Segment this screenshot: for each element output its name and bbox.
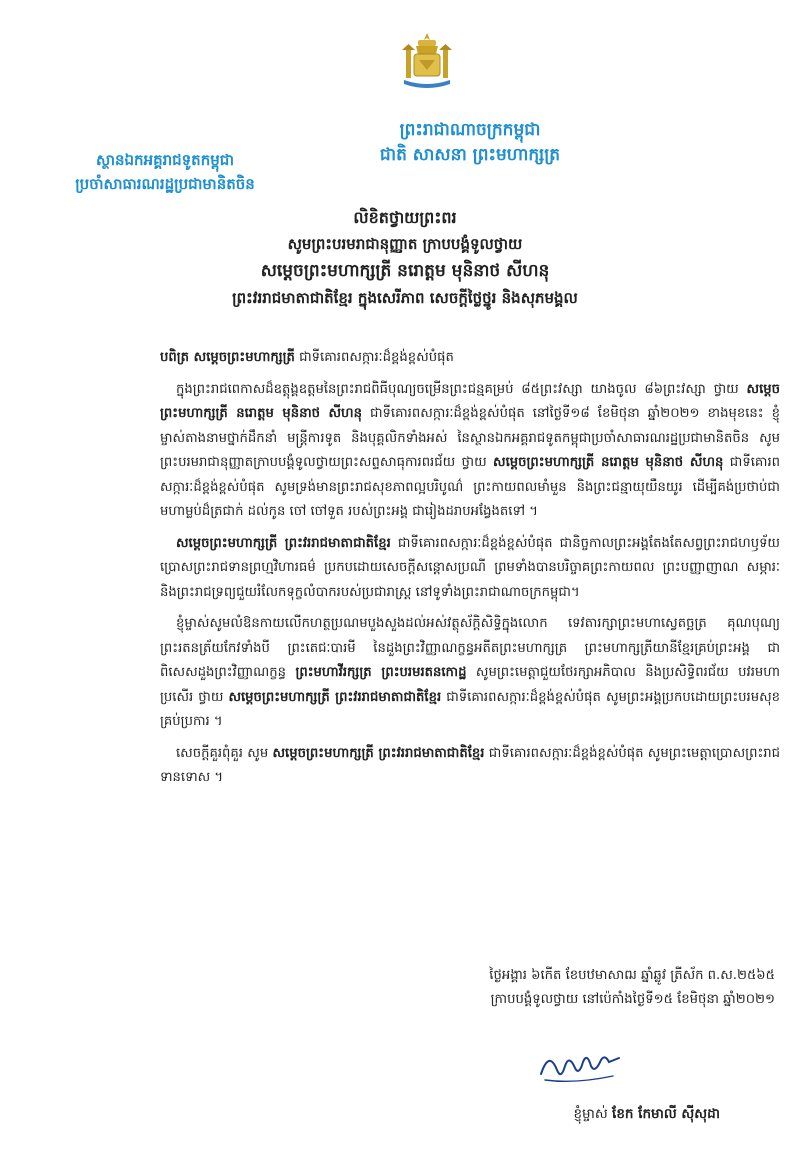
letter-title: លិខិតថ្វាយព្រះពរ (353, 208, 457, 227)
signer-name: ខែក កែមាលី ស៊ីសុដា (612, 1106, 720, 1122)
kingdom-name: ព្រះរាជាណាចក្រកម្ពុជា (399, 120, 541, 140)
salutation-rest: ជាទីគោរពសក្ការៈដ៏ខ្ពង់ខ្ពស់បំផុត (294, 350, 454, 365)
handwritten-signature (535, 1040, 625, 1086)
p3-bold-b: ព្រះមហាវីរក្សត្រ ព្រះបរមរតនកោដ្ឋ (295, 665, 467, 680)
national-motto: ជាតិ សាសនា ព្រះមហាក្សត្រ (379, 145, 561, 165)
letter-heading (60, 204, 750, 312)
heading-line-1: សូមព្រះបរមរាជានុញ្ញាត ក្រាបបង្គំទូលថ្វាយ (287, 235, 523, 253)
date-block (300, 964, 775, 1012)
lunar-date: ថ្ងៃអង្គារ ៦កើត ខែបឋមាសាឍ ឆ្នាំឆ្លូវ ត្រីស័ក ព.ស.២៥៦៥ (489, 968, 775, 983)
p3-text-c: សូមព្រះមេត្តាជួយថែរក្សាអភិបាល និងប្រសិទ្ធិពរជ័យ បវរមហាប្រសើរ ថ្វាយ (160, 665, 780, 705)
p3-bold-d: សម្ដេចព្រះមហាក្សត្រី ព្រះវររាជមាតាជាតិខ្មែរ (228, 689, 442, 705)
p4-bold-b: សម្ដេចព្រះមហាក្សត្រី ព្រះវររាជមាតាជាតិខ្មែរ (272, 745, 485, 761)
p3-text-a: ខ្ញុំម្ចាស់សូមលំឱនកាយលើកហត្ថប្រណមបួងសួងដល់អស់វត្ថុស័ក្ដិសិទ្ធិក្នុងលោក ទេវតារក្សាព្រះមហាស្វេតច្ឆត្រ គុណបុណ្យព្រះរតនត្រ័យកែវទាំងបី ព្រះតេជៈបារមី នៃដួងព្រះវិញ្ញាណក្ខន្ធអតីតព្រះមហាក្សត្រ ព្រះមហាក្សត្រីយានីខ្មែរគ្រប់ព្រះអង្គ ជាពិសេសដួងព្រះវិញ្ញាណក្ខន្ធ (160, 616, 780, 680)
p1-bold-d: សម្ដេចព្រះមហាក្សត្រី នរោត្ដម មុនិនាថ សីហនុ (493, 455, 724, 470)
heading-queen-name: សម្ដេចព្រះមហាក្សត្រី នរោត្ដម មុនិនាថ សីហនុ (260, 261, 550, 281)
p1-text-a: ក្នុងព្រះរាជពេកាសដ៏ឧត្ដុង្គឧត្ដមនៃព្រះរាជពិធីបុណ្យចម្រើនព្រះជន្មគម្រប់ ៨៥ព្រះវស្សា យាងចូល ៨៦ព្រះវស្សា ថ្វាយ (176, 381, 747, 397)
p4-text-c: ជាទីគោរពសក្ការៈដ៏ខ្ពង់ខ្ពស់បំផុត សូមព្រះមេត្តាប្រោសព្រះរាជទានទោស ។ (160, 745, 780, 785)
p2-text-b: ជាទីគោរពសក្ការៈដ៏ខ្ពង់ខ្ពស់បំផុត ជានិច្ចកាលព្រះអង្គតែងតែសព្វព្រះរាជហឫទ័យប្រោសព្រះរាជទានព្រហ្មវិហារធម៌ ប្រកបដោយសេចក្ដីសន្ដោសប្រណី ព្រមទាំងបានបរិច្ចាគព្រះកាយពល ព្រះបញ្ញាញាណ សម្ភារៈ និងព្រះរាជទ្រព្យជួយរំលែកទុក្ខលំបាករបស់ប្រជារាស្ត្រ នៅទូទាំងព្រះរាជាណាចក្រកម្ពុជា។ (160, 535, 780, 600)
royal-coat-of-arms-icon (396, 30, 458, 92)
letter-body (160, 346, 780, 798)
paragraph-4 (160, 742, 780, 791)
p1-bold-b: សម្ដេចព្រះមហាក្សត្រី នរោត្ដម មុនិនាថ សីហនុ (160, 381, 780, 421)
p1-text-e: ជាទីគោរពសក្ការៈដ៏ខ្ពង់ខ្ពស់បំផុត សូមទ្រង់មានព្រះរាជសុខភាពល្អបរិបូណ៌ ព្រះកាយពលមាំមួន និងព្រះជន្មាយុយឺនយូរ ដើម្បីគង់ប្រថាប់ជាមហាម្លប់ដ៏ត្រជាក់ ដល់កូន ចៅ ចៅទួត របស់ព្រះអង្គ ជារៀងដរាបអង្វែងតទៅ ។ (160, 455, 781, 519)
paragraph-2 (160, 532, 780, 606)
signer-line (300, 1102, 720, 1126)
salutation-bold: បពិត្រ សម្ដេចព្រះមហាក្សត្រី (160, 350, 295, 365)
salutation-paragraph (160, 346, 780, 371)
paragraph-3 (160, 612, 780, 735)
signer-prefix: ខ្ញុំម្ចាស់ (573, 1106, 613, 1122)
heading-line-3: ព្រះវររាជមាតាជាតិខ្មែរ ក្នុងសេរីភាព សេចក្ដីថ្លៃថ្នូរ និងសុភមង្គល (232, 289, 578, 307)
p4-text-a: សេចក្ដីគួរពុំគួរ សូម (176, 745, 273, 761)
paragraph-1 (160, 378, 780, 525)
p1-text-c: ជាទីគោរពសក្ការៈដ៏ខ្ពង់ខ្ពស់បំផុត នៅថ្ងៃទី១៨ ខែមិថុនា ឆ្នាំ២០២១ ខាងមុខនេះ ខ្ញុំម្ចាស់តាងនាមថ្នាក់ដឹកនាំ មន្ត្រីការទូត និងបុគ្គលិកទាំងអស់ នៃស្ថានឯកអគ្គរាជទូតកម្ពុជាប្រចាំសាធារណរដ្ឋប្រជាមានិតចិន សូមព្រះបរមរាជានុញ្ញាតក្រាបបង្គំទូលថ្វាយព្រះសព្ទសាធុការពរជ័យ ថ្វាយ (160, 406, 780, 470)
embassy-name: ស្ថានឯកអគ្គរាជទូតកម្ពុជា (95, 151, 235, 169)
kingdom-motto (260, 118, 680, 168)
embassy-header (40, 148, 290, 196)
p2-bold-a: សម្ដេចព្រះមហាក្សត្រី ព្រះវររាជមាតាជាតិខ្មែរ (176, 535, 391, 551)
place-date: ក្រាបបង្គំទូលថ្វាយ នៅប៉េកាំងថ្ងៃទី១៥ ខែមិថុនា ឆ្នាំ២០២១ (490, 992, 775, 1007)
embassy-country: ប្រចាំសាធារណរដ្ឋប្រជាមានិតចិន (75, 175, 255, 193)
p3-text-e: ជាទីគោរពសក្ការៈដ៏ខ្ពង់ខ្ពស់បំផុត សូមព្រះអង្គប្រកបដោយព្រះបរមសុខគ្រប់ប្រការ ។ (160, 689, 781, 729)
